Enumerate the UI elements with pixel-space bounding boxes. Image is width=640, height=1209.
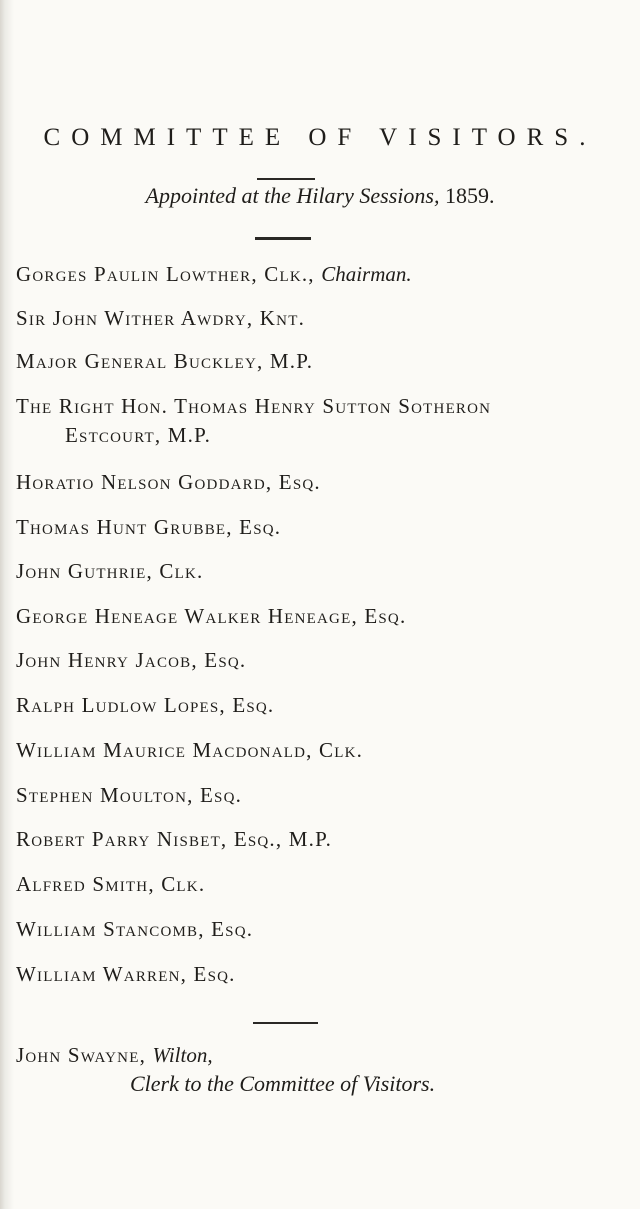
member-entry: Horatio Nelson Goddard, Esq. [16,470,321,494]
member-entry: John Henry Jacob, Esq. [16,648,247,672]
member-entry: William Maurice Macdonald, Clk. [16,738,364,762]
closing-rule [253,1022,318,1024]
page-title: COMMITTEE OF VISITORS. [43,124,597,151]
member-entry: Thomas Hunt Grubbe, Esq. [16,515,282,539]
clerk-title: Clerk to the Committee of Visitors. [130,1071,436,1096]
member-entry-continuation: Estcourt, M.P. [65,423,212,447]
member-entry: Ralph Ludlow Lopes, Esq. [16,693,275,717]
member-entry: George Heneage Walker Heneage, Esq. [16,604,407,628]
member-entry: John Guthrie, Clk. [16,559,204,583]
member-entry: Alfred Smith, Clk. [16,872,206,896]
page-binding-edge [0,0,14,1209]
title-rule [257,178,315,180]
member-entry: Major General Buckley, M.P. [16,349,314,373]
clerk-name: John Swayne, [16,1043,147,1067]
appointment-subtitle [0,183,640,209]
member-role: Chairman. [321,262,412,286]
subtitle-rule [255,237,311,240]
clerk-place: Wilton, [152,1043,213,1067]
member-entry: Robert Parry Nisbet, Esq., M.P. [16,827,333,851]
member-entry: Stephen Moulton, Esq. [16,783,243,807]
appointment-year: 1859. [444,183,495,208]
member-entry: The Right Hon. Thomas Henry Sutton Sotheron [16,394,492,418]
member-entry: William Warren, Esq. [16,962,236,986]
clerk-signature [16,1043,213,1068]
member-name: Gorges Paulin Lowther, Clk., [16,262,315,286]
member-entry: Sir John Wither Awdry, Knt. [16,306,306,330]
appointment-text: Appointed at the Hilary Sessions, [145,183,440,208]
member-entry: William Stancomb, Esq. [16,917,254,941]
member-entry [16,262,412,287]
